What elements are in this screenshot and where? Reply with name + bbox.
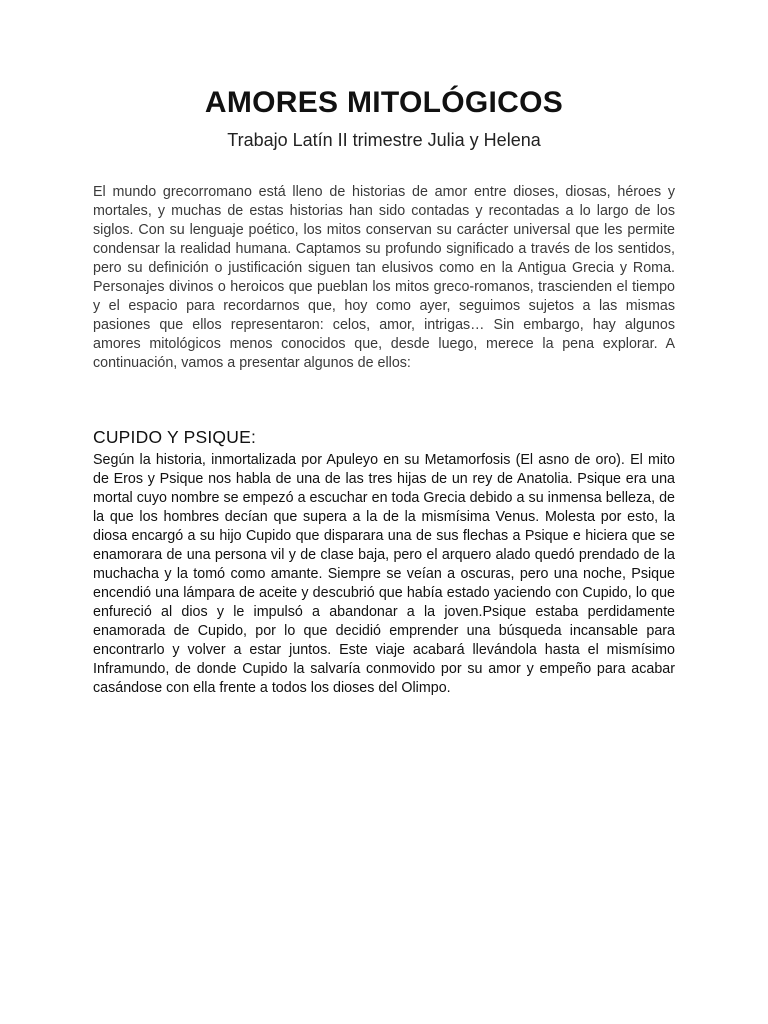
section-body-cupido-psique: Según la historia, inmortalizada por Apuleyo en su Metamorfosis (El asno de oro). El mito de Eros y Psique nos habla de una de las tres hijas de un rey de Anatolia. Psique era una mortal cuyo nombre se empezó a escuchar en toda Grecia debido a su inmensa belleza, de la que los hombres decían que supera a la de la mismísima Venus. Molesta por esto, la diosa encargó a su hijo Cupido que disparara una de sus flechas a Psique e hiciera que se enamorara de una persona vil y de clase baja, pero el arquero alado quedó prendado de la muchacha y la tomó como amante. Siempre se veían a oscuras, pero una noche, Psique encendió una lámpara de aceite y descubrió que había estado yaciendo con Cupido, lo que enfureció al dios y le impulsó a abandonar a la joven.Psique estaba perdidamente enamorada de Cupido, por lo que decidió emprender una búsqueda incansable para encontrarlo y volver a estar juntos. Este viaje acabará llevándola hasta el mismísimo Inframundo, de donde Cupido la salvaría conmovido por su amor y empeño para acabar casándose con ella frente a todos los dioses del Olimpo. bbox=[93, 452, 675, 696]
section-heading-cupido-psique: CUPIDO Y PSIQUE: bbox=[93, 427, 257, 447]
document-title: AMORES MITOLÓGICOS bbox=[204, 86, 564, 119]
document-subtitle: Trabajo Latín II trimestre Julia y Helena bbox=[227, 130, 541, 150]
intro-paragraph: El mundo grecorromano está lleno de historias de amor entre dioses, diosas, héroes y mortales, y muchas de estas historias han sido contadas y recontadas a lo largo de los siglos. Con su lenguaje poético, los mitos conservan su carácter universal que les permite condensar la realidad humana. Captamos su profundo significado a través de los sentidos, pero su definición o justificación siguen tan elusivos como en la Antigua Grecia y Roma. Personajes divinos o heroicos que pueblan los mitos greco-romanos, trascienden el tiempo y el espacio para recordarnos que, hoy como ayer, seguimos sujetos a las mismas pasiones que ellos representaron: celos, amor, intrigas… Sin embargo, hay algunos amores mitológicos menos conocidos que, desde luego, merece la pena explorar. A continuación, vamos a presentar algunos de ellos: bbox=[93, 184, 675, 371]
